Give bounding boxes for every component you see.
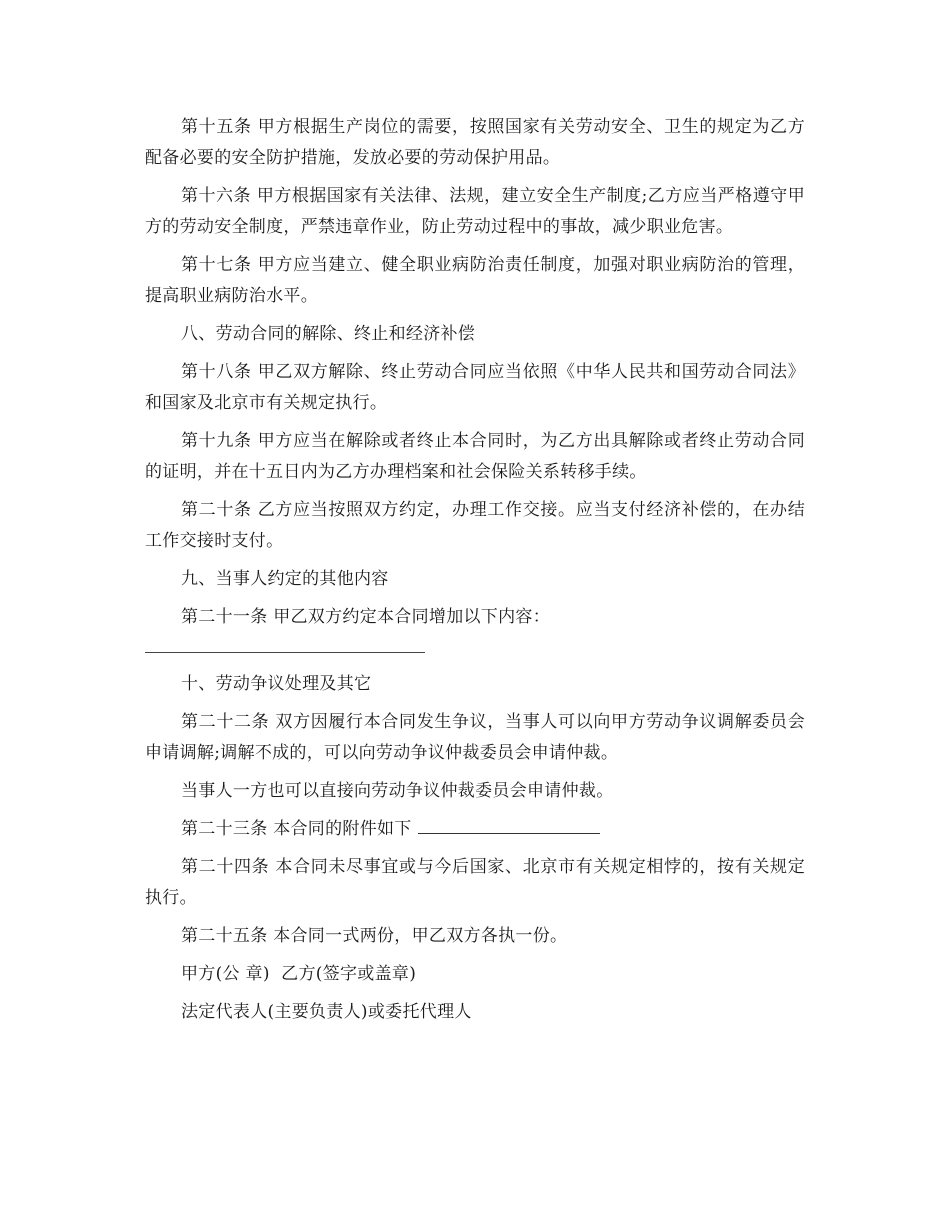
section-8-heading: 八、劳动合同的解除、终止和经济补偿 [181, 324, 476, 344]
signature-parties: 甲方(公 章) 乙方(签字或盖章) [181, 964, 417, 984]
article-15: 第十五条 甲方根据生产岗位的需要，按照国家有关劳动安全、卫生的规定为乙方配备必要的安全防护措施，发放必要的劳动保护用品。 [145, 117, 805, 168]
article-21: 第二十一条 甲乙双方约定本合同增加以下内容： [181, 607, 551, 627]
article-17: 第十七条 甲方应当建立、健全职业病防治责任制度，加强对职业病防治的管理，提高职业病防治水平。 [145, 255, 805, 306]
article-23-text: 第二十三条 本合同的附件如下 [181, 819, 412, 839]
fill-in-line [145, 651, 425, 653]
section-9-heading: 九、当事人约定的其他内容 [181, 569, 389, 589]
article-16: 第十六条 甲方根据国家有关法律、法规，建立安全生产制度;乙方应当严格遵守甲方的劳动安全制度，严禁违章作业，防止劳动过程中的事故，减少职业危害。 [145, 186, 805, 237]
article-22-continued: 当事人一方也可以直接向劳动争议仲裁委员会申请仲裁。 [181, 781, 614, 801]
article-20: 第二十条 乙方应当按照双方约定，办理工作交接。应当支付经济补偿的，在办结工作交接时支付。 [145, 500, 805, 551]
article-23 [145, 814, 805, 845]
article-18: 第十八条 甲乙双方解除、终止劳动合同应当依照《中华人民共和国劳动合同法》和国家及北京市有关规定执行。 [145, 362, 805, 413]
section-10-heading: 十、劳动争议处理及其它 [181, 674, 372, 694]
article-22: 第二十二条 双方因履行本合同发生争议，当事人可以向甲方劳动争议调解委员会申请调解;调解不成的，可以向劳动争议仲裁委员会申请仲裁。 [145, 712, 805, 763]
article-25: 第二十五条 本合同一式两份，甲乙双方各执一份。 [181, 926, 568, 946]
signature-representative: 法定代表人(主要负责人)或委托代理人 [181, 1002, 472, 1022]
article-24: 第二十四条 本合同未尽事宜或与今后国家、北京市有关规定相悖的，按有关规定执行。 [145, 857, 805, 908]
contract-page [145, 112, 805, 1035]
attachment-fill-line [418, 819, 600, 834]
article-19: 第十九条 甲方应当在解除或者终止本合同时，为乙方出具解除或者终止劳动合同的证明，并在十五日内为乙方办理档案和社会保险关系转移手续。 [145, 431, 805, 482]
